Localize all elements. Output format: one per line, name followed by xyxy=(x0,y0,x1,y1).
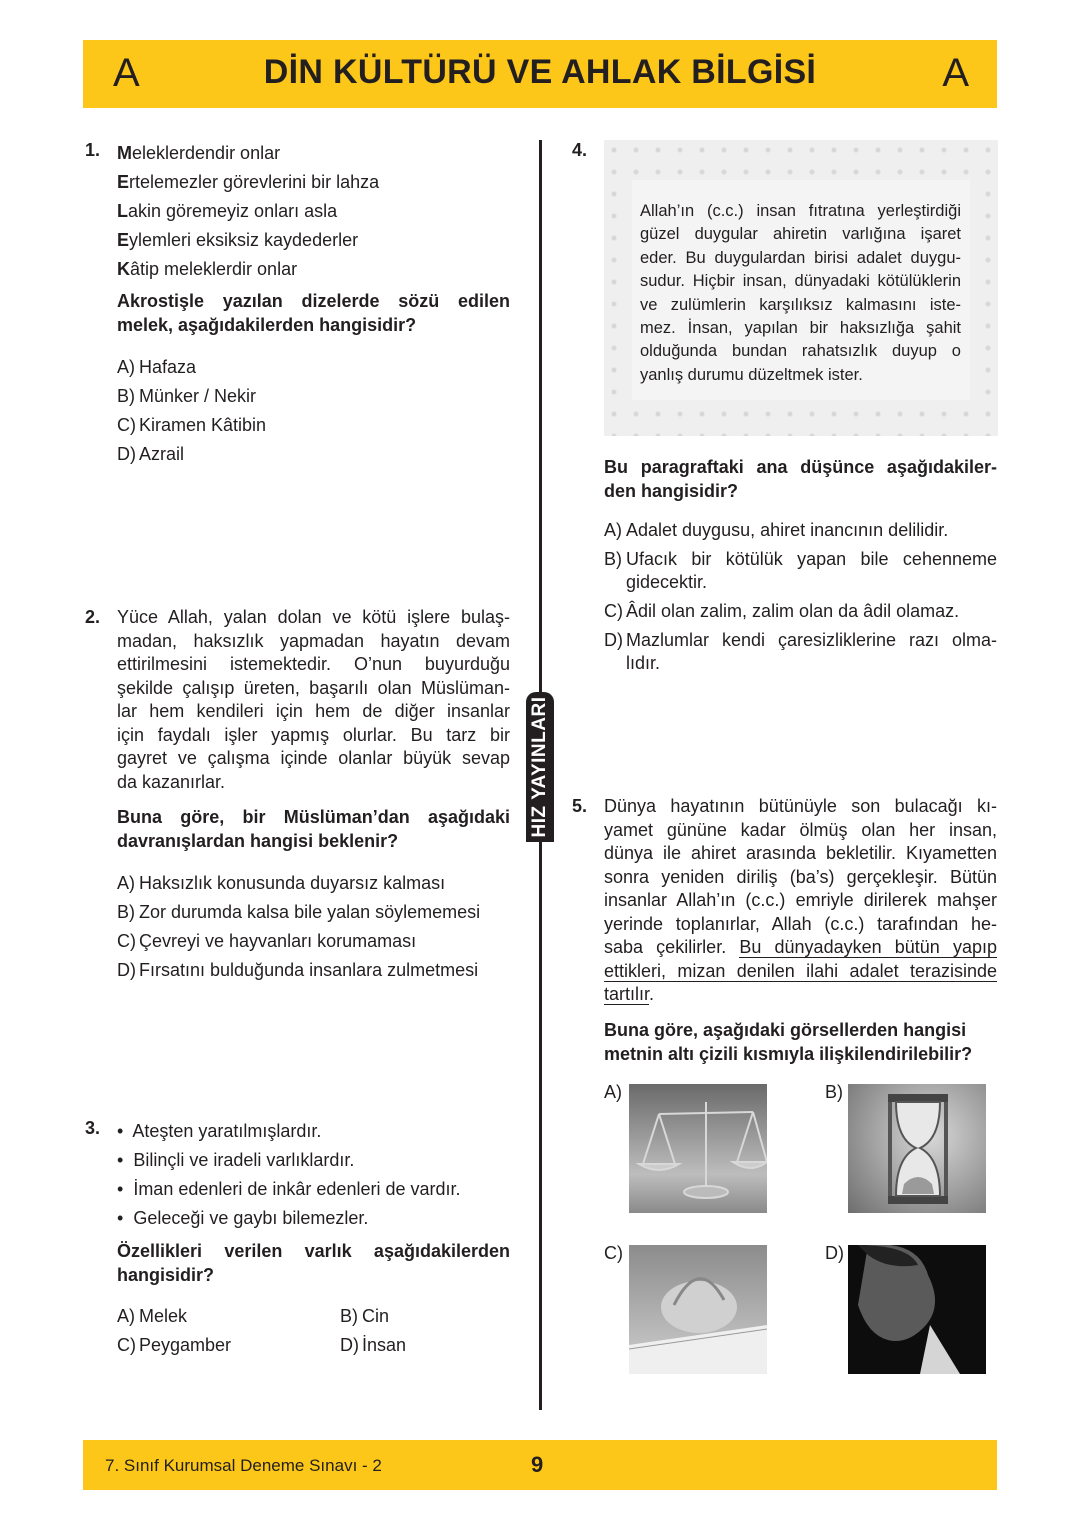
answer-option-b[interactable] xyxy=(117,382,266,411)
question-5-number: 5. xyxy=(572,796,588,816)
option-label: A) xyxy=(117,873,135,893)
answer-option-d[interactable] xyxy=(604,629,997,675)
option-text: Âdil olan zalim, zalim olan da âdil olamaz. xyxy=(626,601,960,621)
question-1-acrostic xyxy=(117,139,379,284)
question-3-number: 3. xyxy=(85,1118,101,1138)
text-line: davranışlardan hangisi beklenir? xyxy=(117,831,399,851)
hourglass-icon xyxy=(848,1084,986,1213)
text-line: ve zulümlerin karşılıksız kalmasını iste- xyxy=(640,295,961,314)
option-label: C) xyxy=(117,931,136,951)
praying-hands-icon xyxy=(629,1245,767,1374)
acrostic-rest: rtelemezler görevlerini bir lahza xyxy=(129,172,380,192)
text-line: Buna göre, aşağıdaki görsellerden hangisi xyxy=(604,1020,967,1040)
option-label: A) xyxy=(604,520,622,540)
answer-option-c[interactable] xyxy=(604,600,997,623)
text-line: eder. Bu duygulardan birisi adalet duygu- xyxy=(640,248,961,267)
page-title: DİN KÜLTÜRÜ VE AHLAK BİLGİSİ xyxy=(263,53,817,91)
option-b-label[interactable]: B) xyxy=(825,1082,843,1102)
exam-name: 7. Sınıf Kurumsal Deneme Sınavı - 2 xyxy=(105,1456,382,1475)
page-number: 9 xyxy=(531,1452,544,1477)
text-segment: . xyxy=(649,984,655,1004)
text-segment: saba çekilirler. xyxy=(604,937,740,957)
acrostic-initial: E xyxy=(117,172,130,192)
question-1-options xyxy=(117,353,266,469)
text-line: sudur. Hiçbir insan, dünyadaki kötülüklerin xyxy=(640,272,961,291)
text-line: melek, aşağıdakilerden hangisidir? xyxy=(117,315,417,335)
answer-option-c[interactable] xyxy=(117,927,480,956)
option-text: Adalet duygusu, ahiret inancının delilidir. xyxy=(626,520,949,540)
option-label: D) xyxy=(604,630,623,650)
option-label: B) xyxy=(117,386,135,406)
option-label: C) xyxy=(604,601,623,621)
question-4-passage xyxy=(640,200,961,387)
child-praying-image[interactable] xyxy=(848,1245,986,1374)
question-2-prompt xyxy=(117,805,510,853)
option-text: Zor durumda kalsa bile yalan söylememesi xyxy=(139,902,481,922)
question-2-options xyxy=(117,869,480,985)
acrostic-rest: eleklerdendir onlar xyxy=(132,143,281,163)
bullet-icon: • xyxy=(117,1208,134,1228)
answer-option-a[interactable] xyxy=(117,353,266,382)
bullet-item xyxy=(117,1117,461,1146)
option-label: C) xyxy=(117,1335,136,1355)
answer-option-d[interactable] xyxy=(117,956,480,985)
footer-bar xyxy=(83,1440,997,1490)
text-line: sonra yeniden diriliş (ba’s) gerçekleşir. Bütün xyxy=(604,866,997,887)
option-text: Fırsatını bulduğunda insanlara zulmetmesi xyxy=(139,960,479,980)
question-3-bullets xyxy=(117,1117,461,1233)
text-line: yerinde toplanırlar, Allah (c.c.) tarafından he- xyxy=(604,913,997,934)
question-4-number: 4. xyxy=(572,140,588,160)
option-text: Mazlumlar kendi çaresizliklerine razı olma- xyxy=(626,630,997,650)
text-line: Yüce Allah, yalan dolan ve kötü işlere bulaş- xyxy=(117,607,510,627)
bullet-text: İman edenleri de inkâr edenleri de vardır. xyxy=(133,1179,461,1199)
answer-option-a[interactable] xyxy=(117,869,480,898)
text-line: Bu paragraftaki ana düşünce aşağıdakiler- xyxy=(604,457,997,477)
question-4-options xyxy=(604,519,997,681)
bullet-text: Ateşten yaratılmışlardır. xyxy=(132,1121,322,1141)
question-4-prompt xyxy=(604,455,997,503)
text-line: olduğunda bundan rahatsızlık duyup o xyxy=(640,342,961,361)
answer-option-d[interactable] xyxy=(340,1331,406,1360)
child-praying-icon xyxy=(848,1245,986,1374)
bullet-icon: • xyxy=(117,1121,133,1141)
option-text: İnsan xyxy=(362,1335,407,1355)
header-bar xyxy=(83,40,997,108)
answer-option-b[interactable] xyxy=(117,898,480,927)
acrostic-line xyxy=(117,226,379,255)
hourglass-image[interactable] xyxy=(848,1084,986,1213)
bullet-text: Bilinçli ve iradeli varlıklardır. xyxy=(133,1150,355,1170)
text-line: Akrostişle yazılan dizelerde sözü edilen xyxy=(117,291,510,311)
acrostic-initial: K xyxy=(117,259,130,279)
text-line: da kazanırlar. xyxy=(117,771,226,792)
answer-option-a[interactable] xyxy=(117,1302,187,1331)
publisher-logo: HIZ YAYINLARI xyxy=(526,692,554,842)
answer-option-b[interactable] xyxy=(604,548,997,594)
text-line: insanlar Allah’ın (c.c.) emriyle dirilerek mahşer xyxy=(604,890,997,910)
option-text: Hafaza xyxy=(139,357,197,377)
text-line: ettirilmesini istemektedir. O’nun buyurduğu xyxy=(117,654,510,674)
booklet-type-right: A xyxy=(942,51,969,95)
option-text: Ufacık bir kötülük yapan bile cehenneme xyxy=(626,549,997,569)
text-line: hangisidir? xyxy=(117,1265,215,1285)
question-5-prompt xyxy=(604,1019,997,1066)
question-5-text xyxy=(604,795,997,1007)
answer-option-a[interactable] xyxy=(604,519,997,542)
answer-option-b[interactable] xyxy=(340,1302,389,1331)
text-line: gayret ve çalışma içinde olanlar büyük sevap xyxy=(117,748,510,768)
text-line: Allah’ın (c.c.) insan fıtratına yerleştirdiği xyxy=(640,202,961,220)
answer-option-c[interactable] xyxy=(117,1331,231,1360)
text-line xyxy=(604,960,997,984)
text-line: yamet gününe kadar ölmüş olan her insan, xyxy=(604,819,997,840)
text-line: metnin altı çizili kısmıyla ilişkilendirilebilir? xyxy=(604,1043,973,1064)
question-2-text xyxy=(117,606,510,794)
underlined-text: tartılır xyxy=(604,984,650,1004)
bullet-icon: • xyxy=(117,1179,134,1199)
underlined-text: ettikleri, mizan denilen ilahi adalet terazisinde xyxy=(604,960,997,981)
option-label: B) xyxy=(117,902,135,922)
answer-option-c[interactable] xyxy=(117,411,266,440)
acrostic-line xyxy=(117,168,379,197)
option-label: A) xyxy=(117,1306,135,1326)
option-text: Kiramen Kâtibin xyxy=(139,415,267,435)
question-1-prompt xyxy=(117,289,510,337)
text-line: güzel duygular ahiretin varlığına işaret xyxy=(640,225,961,244)
option-label: C) xyxy=(117,415,136,435)
option-label: D) xyxy=(117,960,136,980)
text-line xyxy=(604,936,997,960)
acrostic-rest: ylemleri eksiksiz kaydederler xyxy=(129,230,359,250)
question-3-prompt xyxy=(117,1239,510,1287)
acrostic-line xyxy=(117,255,379,284)
option-text: Münker / Nekir xyxy=(139,386,257,406)
text-line: madan, haksızlık yapmadan hayatın devam xyxy=(117,630,510,651)
text-line: yanlış durumu düzeltmek ister. xyxy=(640,365,863,384)
option-d-label[interactable]: D) xyxy=(825,1243,844,1263)
option-text: Haksızlık konusunda duyarsız kalması xyxy=(139,873,446,893)
acrostic-line xyxy=(117,139,379,168)
option-label: B) xyxy=(604,549,622,569)
option-label: D) xyxy=(340,1335,359,1355)
text-line: den hangisidir? xyxy=(604,481,739,501)
text-line: mez. İnsan, yapılan bir haksızlığa şahit xyxy=(640,319,961,338)
bullet-text: Geleceği ve gaybı bilemezler. xyxy=(133,1208,369,1228)
option-c-label[interactable]: C) xyxy=(604,1243,623,1263)
question-2-number: 2. xyxy=(85,607,101,627)
option-text: gidecektir. xyxy=(626,572,708,592)
bullet-item xyxy=(117,1204,461,1233)
balance-scale-icon xyxy=(629,1084,767,1213)
text-line: Özellikleri verilen varlık aşağıdakilerden xyxy=(117,1241,510,1261)
option-text: Cin xyxy=(362,1306,390,1326)
option-label: D) xyxy=(117,444,136,464)
option-label: A) xyxy=(117,357,135,377)
option-text: Melek xyxy=(139,1306,188,1326)
question-1-number: 1. xyxy=(85,140,101,160)
acrostic-rest: âtip meleklerdir onlar xyxy=(130,259,298,279)
text-line: dünya ile ahiret arasında bekletilir. Kıyametten xyxy=(604,843,997,863)
acrostic-line xyxy=(117,197,379,226)
underlined-text: Bu dünyadayken bütün yapıp xyxy=(739,937,997,957)
option-text: Azrail xyxy=(139,444,185,464)
option-label: B) xyxy=(340,1306,358,1326)
text-line xyxy=(604,983,997,1007)
acrostic-initial: L xyxy=(117,201,128,221)
answer-option-d[interactable] xyxy=(117,440,266,469)
booklet-type-left: A xyxy=(113,51,140,95)
acrostic-rest: akin göremeyiz onları asla xyxy=(128,201,338,221)
bullet-item xyxy=(117,1146,461,1175)
text-line: Buna göre, bir Müslüman’dan aşağıdaki xyxy=(117,807,510,827)
balance-scale-image[interactable] xyxy=(629,1084,767,1213)
bullet-icon: • xyxy=(117,1150,134,1170)
bullet-item xyxy=(117,1175,461,1204)
option-a-label[interactable]: A) xyxy=(604,1082,622,1102)
option-text: Çevreyi ve hayvanları korumaması xyxy=(139,931,417,951)
text-line: lar hem kendileri için hem de diğer insanlar xyxy=(117,701,510,721)
praying-hands-on-book-image[interactable] xyxy=(629,1245,767,1374)
acrostic-initial: E xyxy=(117,230,130,250)
text-line: için faydalı işler yapmış olurlar. Bu tarz bir xyxy=(117,724,510,745)
text-line: şekilde çalışıp üreten, başarılı olan Müslüman- xyxy=(117,677,510,698)
option-text: Peygamber xyxy=(139,1335,232,1355)
option-text: lıdır. xyxy=(626,653,661,673)
acrostic-initial: M xyxy=(117,143,132,163)
text-line: Dünya hayatının bütünüyle son bulacağı kı- xyxy=(604,796,997,816)
